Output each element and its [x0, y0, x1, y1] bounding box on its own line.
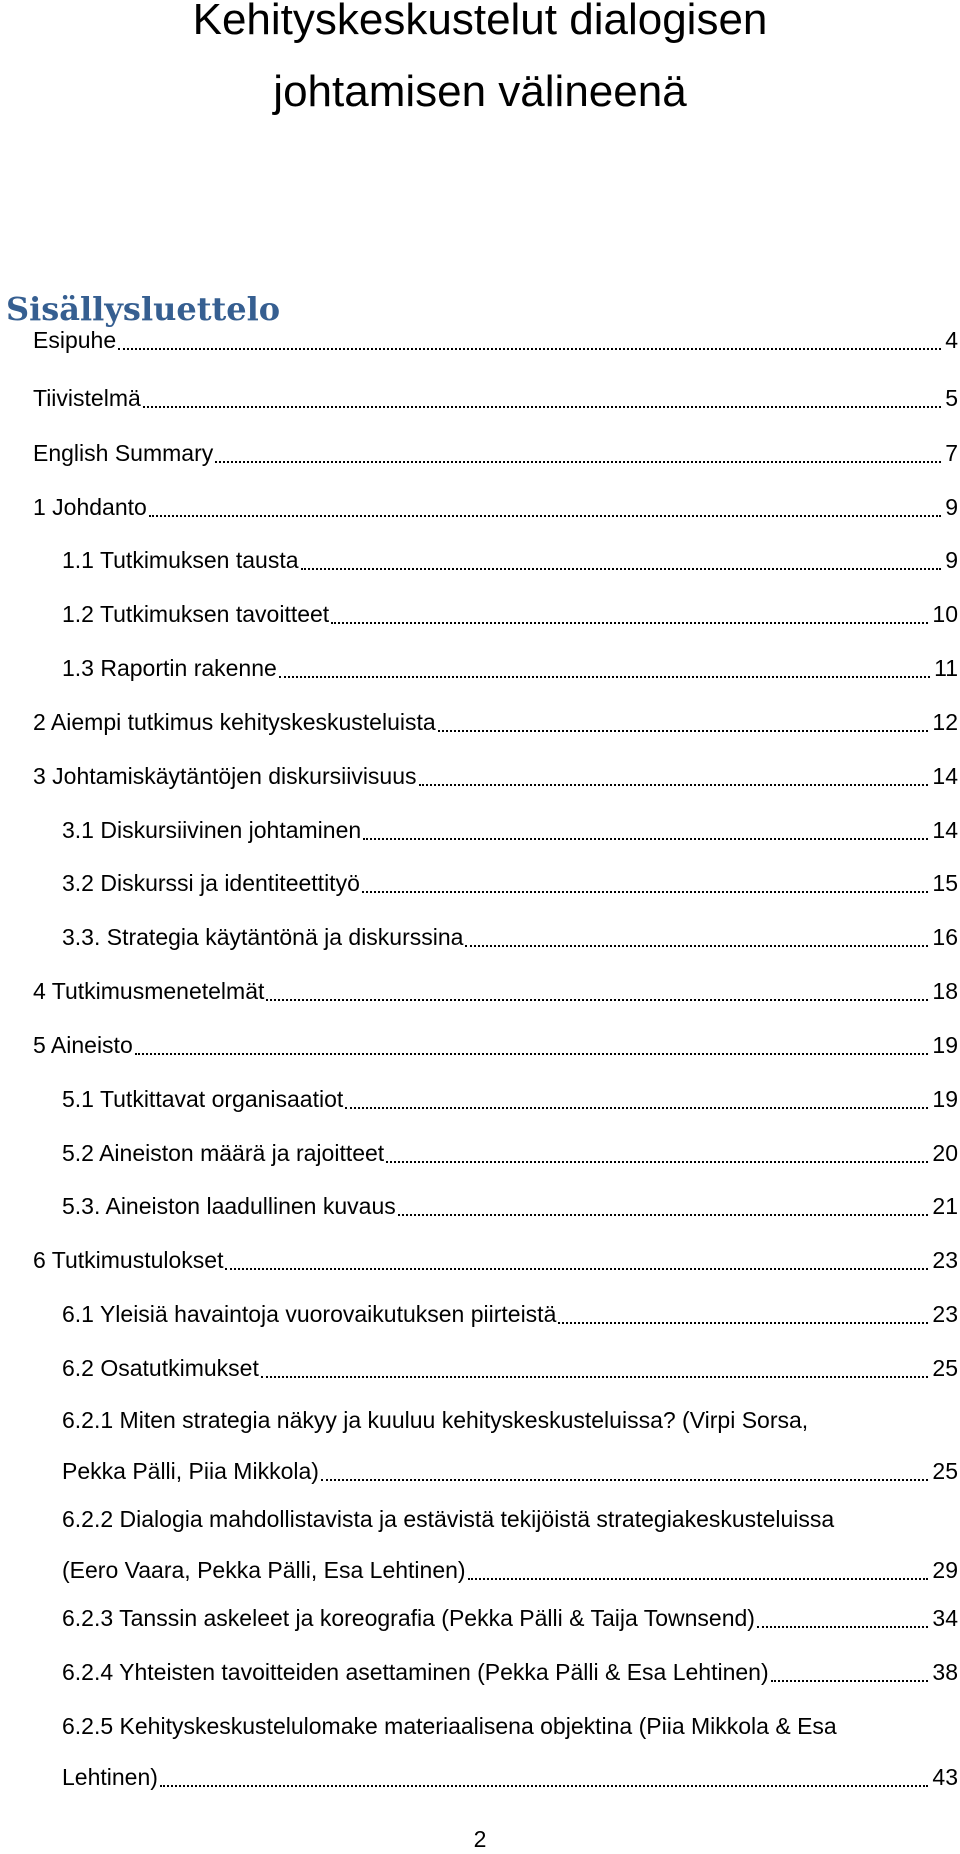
toc-entry[interactable]: [62, 812, 958, 849]
toc-entry-label: 3.2 Diskurssi ja identiteettityö: [62, 870, 360, 896]
toc-dot-leader: [279, 675, 930, 678]
toc-entry-page: 23: [932, 1247, 958, 1273]
toc-entry-page: 9: [945, 494, 958, 520]
toc-entry-page: 23: [932, 1301, 958, 1327]
toc-entry-label: 6.2.4 Yhteisten tavoitteiden asettaminen (Pekka Pälli & Esa Lehtinen): [62, 1659, 769, 1685]
toc-entry[interactable]: [62, 865, 958, 902]
toc-entry-page: 19: [932, 1032, 958, 1058]
toc-dot-leader: [261, 1375, 929, 1378]
toc-entry-label: 4 Tutkimusmenetelmät: [33, 978, 265, 1004]
toc-entry[interactable]: [33, 489, 958, 526]
toc-entry-label: 1 Johdanto: [33, 494, 147, 520]
toc-dot-leader: [345, 1106, 928, 1109]
toc-entry[interactable]: [62, 650, 958, 687]
toc-entry-label: 6.2.5 Kehityskeskustelulomake materiaalisena objektina (Piia Mikkola & Esa: [62, 1713, 837, 1739]
toc-entry-page: 19: [932, 1086, 958, 1112]
toc-entry-page: 14: [932, 817, 958, 843]
toc-dot-leader: [143, 405, 941, 408]
toc-entry[interactable]: [62, 1350, 958, 1387]
toc-entry[interactable]: [33, 435, 958, 472]
toc-entry[interactable]: [33, 322, 958, 359]
toc-dot-leader: [225, 1267, 928, 1270]
toc-heading: Sisällysluettelo: [6, 290, 281, 328]
title-line-2: johtamisen välineenä: [273, 67, 687, 116]
toc-entry-label: 1.2 Tutkimuksen tavoitteet: [62, 601, 330, 627]
toc-entry-page: 18: [932, 978, 958, 1004]
toc-entry-page: 38: [932, 1659, 958, 1685]
toc-entry-page: 21: [932, 1193, 958, 1219]
toc-entry[interactable]: [62, 542, 958, 579]
toc-entry-page: 16: [932, 924, 958, 950]
toc-entry-page: 9: [945, 547, 958, 573]
toc-entry-page: 34: [932, 1605, 958, 1631]
toc-entry[interactable]: [62, 1081, 958, 1118]
toc-entry-label: 3.3. Strategia käytäntönä ja diskurssina: [62, 924, 464, 950]
toc-entry[interactable]: [62, 1402, 958, 1490]
toc-entry-label: 5 Aineisto: [33, 1032, 133, 1058]
toc-entry[interactable]: [33, 973, 958, 1010]
toc-dot-leader: [386, 1160, 928, 1163]
toc-entry-label: 5.2 Aineiston määrä ja rajoitteet: [62, 1140, 385, 1166]
toc-entry-label: 2 Aiempi tutkimus kehityskeskusteluista: [33, 709, 436, 735]
toc-dot-leader: [438, 729, 929, 732]
toc-dot-leader: [321, 1478, 928, 1481]
toc-entry-label: 6.2.3 Tanssin askeleet ja koreografia (Pekka Pälli & Taija Townsend): [62, 1605, 755, 1631]
toc-entry[interactable]: [33, 380, 958, 417]
toc-entry-page: 20: [932, 1140, 958, 1166]
toc-entry-label: Tiivistelmä: [33, 385, 141, 411]
toc-entry-label: 5.3. Aineiston laadullinen kuvaus: [62, 1193, 396, 1219]
toc-entry-label: 3.1 Diskursiivinen johtaminen: [62, 817, 362, 843]
toc-entry-label: 3 Johtamiskäytäntöjen diskursiivisuus: [33, 763, 417, 789]
toc-entry[interactable]: [62, 1296, 958, 1333]
toc-entry[interactable]: [62, 1135, 958, 1172]
toc-dot-leader: [331, 621, 928, 624]
toc-entry-label: 1.1 Tutkimuksen tausta: [62, 547, 299, 573]
toc-entry-label: 1.3 Raportin rakenne: [62, 655, 277, 681]
toc-dot-leader: [757, 1625, 928, 1628]
toc-entry[interactable]: [33, 1027, 958, 1064]
toc-entry-label-continued: Lehtinen): [62, 1764, 158, 1790]
toc-dot-leader: [301, 567, 942, 570]
page-number: 2: [473, 1826, 487, 1852]
toc-entry-label: Esipuhe: [33, 327, 117, 353]
toc-entry[interactable]: [33, 758, 958, 795]
toc-entry-label: 6.2.1 Miten strategia näkyy ja kuuluu kehityskeskusteluissa? (Virpi Sorsa,: [62, 1407, 809, 1433]
toc-dot-leader: [215, 460, 941, 463]
toc-entry[interactable]: [62, 1501, 958, 1589]
toc-entry-page: 29: [932, 1557, 958, 1583]
toc-entry-page: 7: [945, 440, 958, 466]
toc-dot-leader: [362, 890, 929, 893]
toc-entry[interactable]: [62, 1188, 958, 1225]
toc-entry-label: 6.1 Yleisiä havaintoja vuorovaikutuksen piirteistä: [62, 1301, 557, 1327]
toc-entry-page: 25: [932, 1355, 958, 1381]
toc-entry-label-continued: (Eero Vaara, Pekka Pälli, Esa Lehtinen): [62, 1557, 466, 1583]
toc-entry-page: 14: [932, 763, 958, 789]
title-line-1: Kehityskeskustelut dialogisen: [192, 0, 768, 44]
toc-entry-page: 4: [945, 327, 958, 353]
toc-dot-leader: [160, 1784, 928, 1787]
toc-entry[interactable]: [62, 919, 958, 956]
toc-dot-leader: [558, 1321, 928, 1324]
toc-entry-page: 43: [932, 1764, 958, 1790]
toc-entry-page: 15: [932, 870, 958, 896]
toc-dot-leader: [118, 347, 941, 350]
toc-entry-label: 6.2 Osatutkimukset: [62, 1355, 259, 1381]
toc-entry[interactable]: [62, 1708, 958, 1796]
toc-entry-page: 5: [945, 385, 958, 411]
toc-dot-leader: [468, 1577, 929, 1580]
toc-dot-leader: [771, 1679, 929, 1682]
toc-entry-label-continued: Pekka Pälli, Piia Mikkola): [62, 1458, 319, 1484]
toc-dot-leader: [363, 837, 928, 840]
toc-entry-label: 5.1 Tutkittavat organisaatiot: [62, 1086, 344, 1112]
toc-entry-page: 10: [932, 601, 958, 627]
toc-entry-page: 11: [934, 655, 958, 681]
toc-dot-leader: [398, 1213, 929, 1216]
toc-entry[interactable]: [33, 1242, 958, 1279]
toc-entry[interactable]: [62, 1654, 958, 1691]
toc-entry[interactable]: [33, 704, 958, 741]
toc-entry[interactable]: [62, 1600, 958, 1637]
toc-entry-page: 25: [932, 1458, 958, 1484]
toc-entry-label: 6 Tutkimustulokset: [33, 1247, 224, 1273]
toc-entry-page: 12: [932, 709, 958, 735]
toc-dot-leader: [266, 998, 928, 1001]
toc-entry-label: 6.2.2 Dialogia mahdollistavista ja estävistä tekijöistä strategiakeskusteluissa: [62, 1506, 835, 1532]
toc-dot-leader: [135, 1052, 929, 1055]
toc-entry-label: English Summary: [33, 440, 214, 466]
toc-dot-leader: [419, 783, 929, 786]
toc-dot-leader: [149, 514, 941, 517]
toc-dot-leader: [465, 944, 928, 947]
toc-entry[interactable]: [62, 596, 958, 633]
